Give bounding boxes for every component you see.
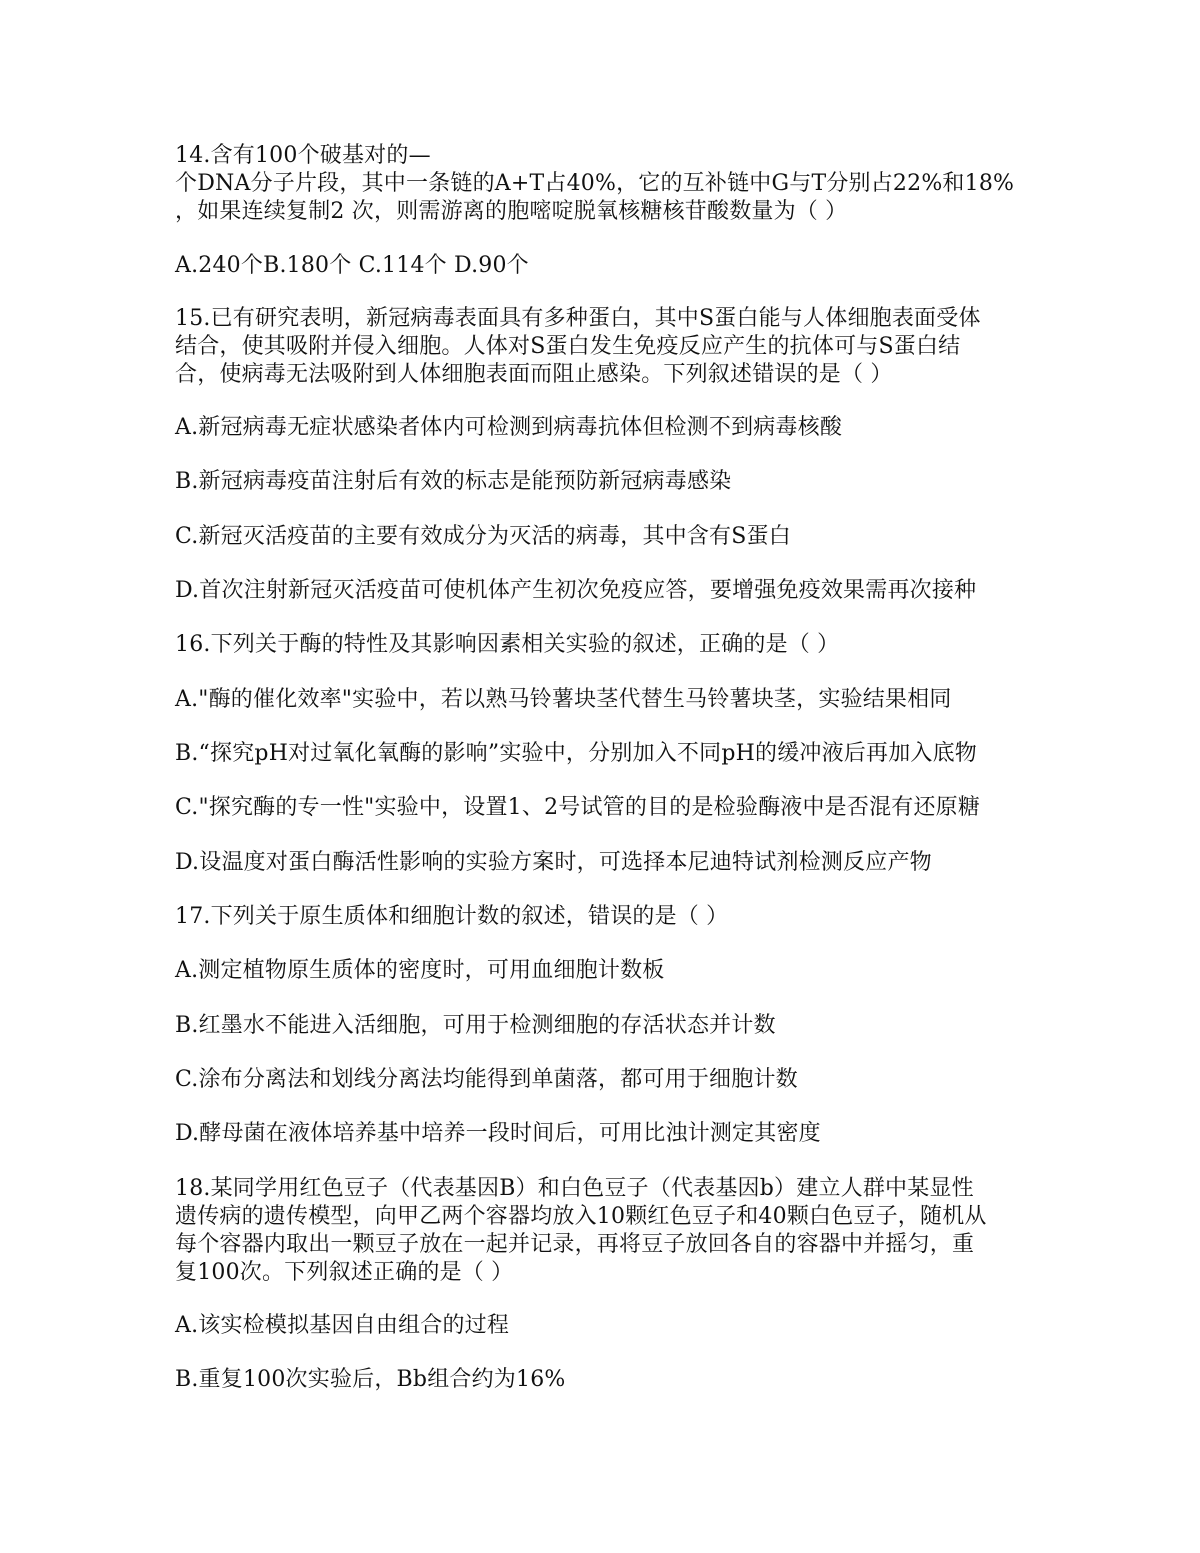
q17-stem: 17.下列关于原生质体和细胞计数的叙述，错误的是（ ） xyxy=(175,904,729,929)
q14-stem-line-2: 个DNA分子片段，其中一条链的A+T占40%，它的互补链中G与T分别占22%和18% xyxy=(175,171,1015,196)
q16-option-c: C."探究酶的专一性"实验中，设置1、2号试管的目的是检验酶液中是否混有还原糖 xyxy=(175,795,981,820)
q18-stem-line-1: 18.某同学用红色豆子（代表基因B）和白色豆子（代表基因b）建立人群中某显性 xyxy=(175,1176,974,1201)
q18-stem-line-3: 每个容器内取出一颗豆子放在一起并记录，再将豆子放回各自的容器中并摇匀，重 xyxy=(175,1232,975,1257)
q18-option-a: A.该实检模拟基因自由组合的过程 xyxy=(175,1313,510,1338)
q18-stem-line-4: 复100次。下列叙述正确的是（ ） xyxy=(175,1260,514,1285)
q14-stem-line-3: ，如果连续复制2 次，则需游离的胞嘧啶脱氧核糖核苷酸数量为（ ） xyxy=(175,199,848,224)
q17-option-a: A.测定植物原生质体的密度时，可用血细胞计数板 xyxy=(175,958,665,983)
q18-stem-line-2: 遗传病的遗传模型，向甲乙两个容器均放入10颗红色豆子和40颗白色豆子，随机从 xyxy=(175,1204,987,1229)
q16-stem: 16.下列关于酶的特性及其影响因素相关实验的叙述，正确的是（ ） xyxy=(175,632,840,657)
q17-option-c: C.涂布分离法和划线分离法均能得到单菌落，都可用于细胞计数 xyxy=(175,1067,798,1092)
q17-option-b: B.红墨水不能进入活细胞，可用于检测细胞的存活状态并计数 xyxy=(175,1013,776,1038)
q14-stem-line-1: 14.含有100个破基对的— xyxy=(175,143,431,168)
q14-options: A.240个B.180个 C.114个 D.90个 xyxy=(175,253,529,278)
q16-option-b: B.“探究pH对过氧化氧酶的影响”实验中，分别加入不同pH的缓冲液后再加入底物 xyxy=(175,741,977,766)
q15-stem-line-1: 15.已有研究表明，新冠病毒表面具有多种蛋白，其中S蛋白能与人体细胞表面受体 xyxy=(175,306,981,331)
q15-option-b: B.新冠病毒疫苗注射后有效的标志是能预防新冠病毒感染 xyxy=(175,469,732,494)
q16-option-a: A."酶的催化效率"实验中，若以熟马铃薯块茎代替生马铃薯块茎，实验结果相同 xyxy=(175,687,952,712)
q16-option-d: D.设温度对蛋白酶活性影响的实验方案时，可选择本尼迪特试剂检测反应产物 xyxy=(175,850,932,875)
q15-stem-line-3: 合，使病毒无法吸附到人体细胞表面而阻止感染。下列叙述错误的是（ ） xyxy=(175,362,893,387)
q15-option-c: C.新冠灭活疫苗的主要有效成分为灭活的病毒，其中含有S蛋白 xyxy=(175,524,791,549)
q18-option-b: B.重复100次实验后，Bb组合约为16% xyxy=(175,1367,566,1392)
q15-stem-line-2: 结合，使其吸附并侵入细胞。人体对S蛋白发生免疫反应产生的抗体可与S蛋白结 xyxy=(175,334,961,359)
q15-option-a: A.新冠病毒无症状感染者体内可检测到病毒抗体但检测不到病毒核酸 xyxy=(175,415,843,440)
q17-option-d: D.酵母菌在液体培养基中培养一段时间后，可用比浊计测定其密度 xyxy=(175,1121,821,1146)
q15-option-d: D.首次注射新冠灭活疫苗可使机体产生初次免疫应答，要增强免疫效果需再次接种 xyxy=(175,578,977,603)
